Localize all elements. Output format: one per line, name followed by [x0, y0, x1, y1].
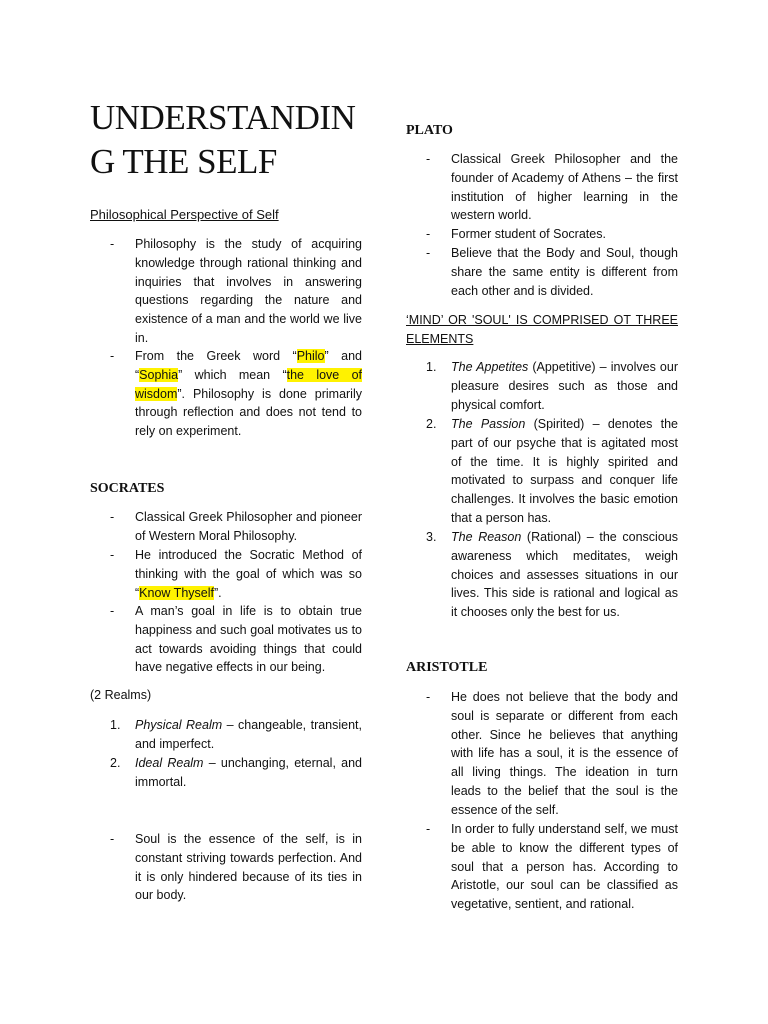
- heading-plato: PLATO: [406, 123, 453, 138]
- document-title: UNDERSTANDING THE SELF: [90, 98, 356, 181]
- document-page: UNDERSTANDING THE SELF Philosophical Perspective of Self - Philosophy is the study of acquiring knowledge through rational thinking and inquiries that involves in answering questions regarding the nature and existence of a man and the world we live in. - From the Greek word “Philo” and “Sophia” which mean “the love of wisdom”. Philosophy is done primarily through reflection and does not tend to rely on experiment. SOCRATES - Classical Greek Philosopher and pioneer of Western Moral Philosophy. - He introduced the Socratic Method of thinking with the goal of which was so “Know Thyself”. - A man’s goal in life is to obtain true happiness and such goal motivates us to act towards avoiding things that could have negative effects in our being. (2 Realms) 1. Physical Realm – changeable, transient, and imperfect. 2. Ideal Realm – unchanging, eternal, and immortal. - Soul is the essence of the self, is in constant striving towards perfection. And it is only hindered because of its ties in our body. PLATO - Classical Greek Philosopher and the founder of Academy of Athens – the first institution of higher learning in the western world. - Former student of Socrates. - Believe that the Body and Soul, though share the same entity is different from each other and is divided. ‘MIND’ OR 'SOUL' IS COMPRISED OT THREE ELEMENTS 1. The Appetites (Appetitive) – involves our pleasure desires such as those and physical comfort. 2. The Passion (Spirited) – denotes the part of our psyche that is agitated most of the time. It is highly spirited and motivated to surpass and conquer life challenges. It involves the basic emotion that a person has. 3. The Reason (Rational) – the conscious awareness which meditates, weigh choices and assesses situations in our lives. This side is rational and logical as it chooses only the best for us. ARISTOTLE - He does not believe that the body and soul is separate or different from each other. Since he believes that anything with life has a soul, it is the essence of all living things. The ideation in turn leads to the belief that the soul is the essence of the self. - In order to fully understand self, we must be able to know the different types of soul that a person has. According to Aristotle, our soul can be classified as vegetative, sentient, and rational.: [90, 98, 678, 912]
- realms-label: (2 Realms): [90, 688, 152, 702]
- highlight: Philo: [296, 349, 325, 363]
- highlight: Sophia: [139, 367, 179, 382]
- heading-socrates: SOCRATES: [90, 481, 165, 496]
- heading-aristotle: ARISTOTLE: [406, 660, 488, 675]
- section-heading-philosophical: Philosophical Perspective of Self: [90, 207, 279, 222]
- section-heading-mind-soul: ‘MIND’ OR 'SOUL' IS COMPRISED OT THREE ELEMENTS: [406, 313, 678, 346]
- highlight: the love of wisdom: [135, 367, 362, 401]
- highlight: Know Thyself: [139, 585, 214, 600]
